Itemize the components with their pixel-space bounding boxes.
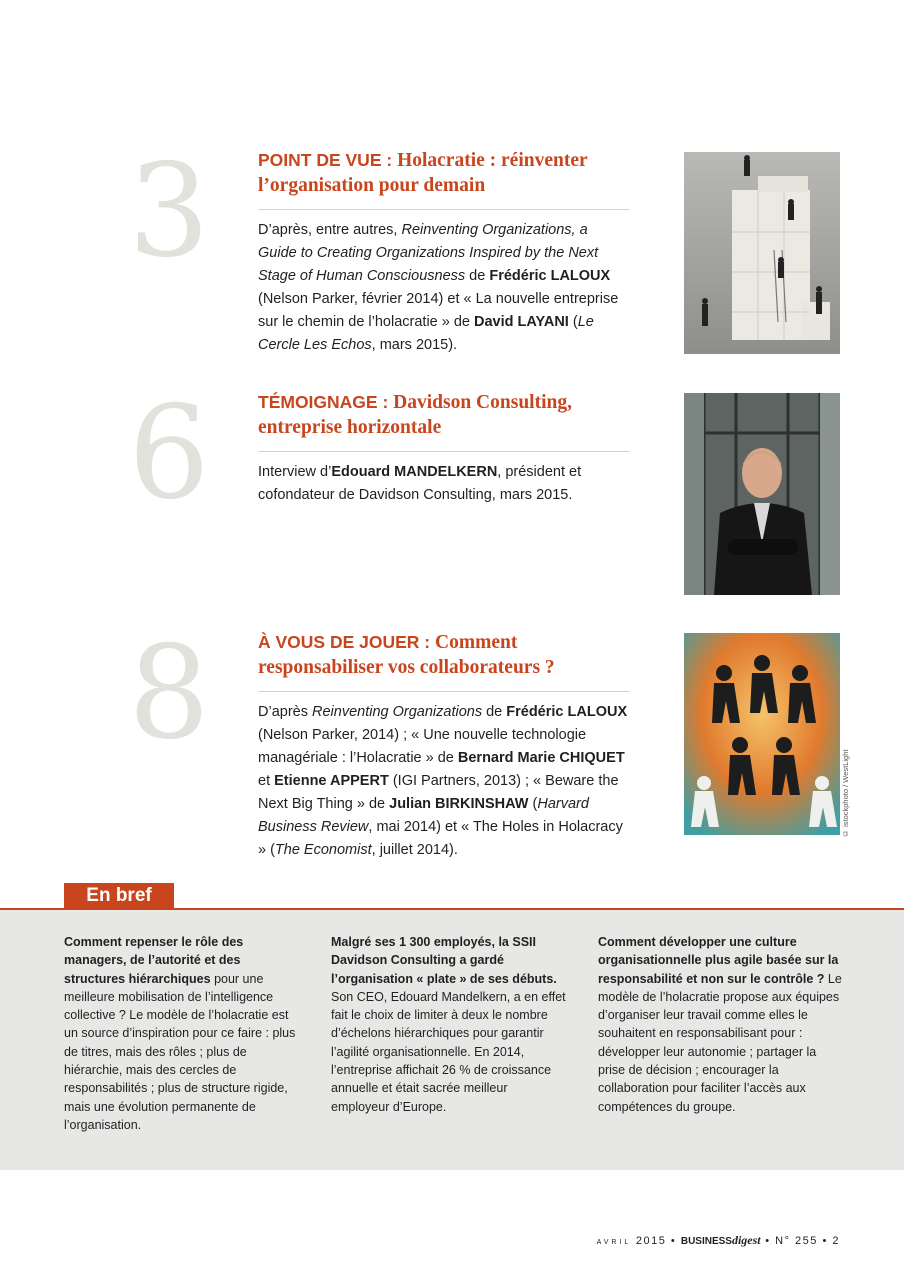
bref-text-3: Le modèle de l’holacratie propose aux équipes d’organiser leur travail comme elles le souhaitent en responsabilisant pour : développer leur autonomie ; partager la prise de décision ; encourager la collaboration pour faciliter l’accès aux compétences du groupe. xyxy=(598,971,842,1114)
text-run: ( xyxy=(568,314,578,330)
bref-column-2 xyxy=(331,933,567,1116)
text-run: , mars 2015). xyxy=(371,337,458,353)
text-run: D’après xyxy=(258,704,312,720)
footer-bullet: • xyxy=(765,1235,771,1247)
italic-run: Harvard Business Review xyxy=(258,796,589,835)
section-number-8: 8 xyxy=(128,619,210,768)
page-number: 2 xyxy=(832,1235,840,1247)
article-body-1 xyxy=(258,219,630,357)
page-footer xyxy=(597,1233,840,1248)
italic-run: Reinventing Organizations, a Guide to Creating Organizations Inspired by the Next Stage of Human Consciousness xyxy=(258,222,599,284)
italic-run: The Economist xyxy=(274,842,372,858)
text-run: Interview d’ xyxy=(258,464,332,480)
article-kicker-1: POINT DE VUE : xyxy=(258,150,393,170)
photo-credit: © istockphoto / WestLight xyxy=(841,749,850,838)
title-divider xyxy=(258,209,630,210)
article-entry-3[interactable] xyxy=(258,630,630,862)
italic-run: Le Cercle Les Echos xyxy=(258,314,594,353)
article-body-3 xyxy=(258,701,630,862)
bold-run: Julian BIRKINSHAW xyxy=(389,796,529,812)
bref-column-1 xyxy=(64,933,300,1134)
text-run: de xyxy=(482,704,507,720)
bold-run: Frédéric LALOUX xyxy=(506,704,628,720)
bold-run: David LAYANI xyxy=(474,314,569,330)
text-run: ( xyxy=(528,796,538,812)
footer-month: AVRIL xyxy=(596,1239,632,1246)
article-title-1[interactable] xyxy=(258,148,630,198)
italic-run: Reinventing Organizations xyxy=(312,704,483,720)
article-title-text-2: Davidson Consulting, entreprise horizontale xyxy=(258,392,572,438)
bold-run: Bernard Marie CHIQUET xyxy=(457,750,625,766)
article-kicker-3: À VOUS DE JOUER : xyxy=(258,632,431,652)
title-divider xyxy=(258,451,630,452)
bold-run: Frédéric LALOUX xyxy=(489,268,611,284)
footer-brand-italic: digest xyxy=(731,1233,761,1247)
article-title-2[interactable] xyxy=(258,390,630,440)
bref-lead-2: Malgré ses 1 300 employés, la SSII Davidson Consulting a gardé l’organisation « plate » de ses débuts. xyxy=(331,935,557,986)
photo-paper-people xyxy=(684,633,840,835)
bold-run: Etienne APPERT xyxy=(274,773,389,789)
text-run: , mai 2014) et « The Holes in Holacracy » ( xyxy=(258,819,623,858)
text-run: et xyxy=(258,773,275,789)
footer-year: 2015 xyxy=(635,1235,667,1247)
footer-issue: N° 255 xyxy=(775,1235,818,1247)
photo-portrait xyxy=(684,393,840,595)
footer-bullet: • xyxy=(822,1235,828,1247)
footer-bullet: • xyxy=(670,1235,677,1247)
article-entry-2[interactable] xyxy=(258,390,630,507)
section-number-3: 3 xyxy=(128,137,210,286)
article-body-2 xyxy=(258,461,630,507)
bref-column-3 xyxy=(598,933,842,1116)
bold-run: Edouard MANDELKERN xyxy=(331,464,498,480)
bref-text-2: Son CEO, Edouard Mandelkern, a en effet fait le choix de limiter à deux le nombre d’échelons hiérarchiques pour garantir l’agilité organisationnelle. En 2014, l’entreprise affichait 26 % de croissance annuelle et était sacrée meilleur employeur d’Europe. xyxy=(331,989,566,1114)
bref-lead-1: Comment repenser le rôle des managers, de l’autorité et des structures hiérarchiques xyxy=(64,935,244,986)
text-run: , juillet 2014). xyxy=(371,842,458,858)
article-title-text-3: Comment responsabiliser vos collaborateurs ? xyxy=(258,632,555,678)
photo-puzzle-wall xyxy=(684,152,840,354)
section-number-6: 6 xyxy=(128,379,210,528)
article-kicker-2: TÉMOIGNAGE : xyxy=(258,392,389,412)
bref-lead-3: Comment développer une culture organisationnelle plus agile basée sur la responsabilité et non sur le contrôle ? xyxy=(598,935,839,986)
text-run: (IGI Partners, 2013) ; « Beware the Next Big Thing » de xyxy=(258,773,619,812)
article-title-3[interactable] xyxy=(258,630,630,680)
bref-text-1: pour une meilleure mobilisation de l’intelligence collective ? Le modèle de l’holacratie est un source d’inspiration pour ce faire : plus de titres, mais des rôles ; plus de hiérarchie, mais des cercles de responsabilités ; plus de structure rigide, mais une évolution permanente de l’organisation. xyxy=(64,971,296,1132)
text-run: , président et cofondateur de Davidson Consulting, mars 2015. xyxy=(258,464,582,503)
footer-brand: BUSINESS xyxy=(680,1236,732,1247)
text-run: (Nelson Parker, 2014) ; « Une nouvelle technologie managériale : l’Holacratie » de xyxy=(258,727,587,766)
en-bref-heading: En bref xyxy=(64,883,174,909)
title-divider xyxy=(258,691,630,692)
article-title-text-1: Holacratie : réinventer l’organisation pour demain xyxy=(258,150,588,196)
text-run: de xyxy=(465,268,490,284)
text-run: D’après, entre autres, xyxy=(258,222,402,238)
article-entry-1[interactable] xyxy=(258,148,630,357)
text-run: (Nelson Parker, février 2014) et « La nouvelle entreprise sur le chemin de l’holacratie » de xyxy=(258,291,619,330)
